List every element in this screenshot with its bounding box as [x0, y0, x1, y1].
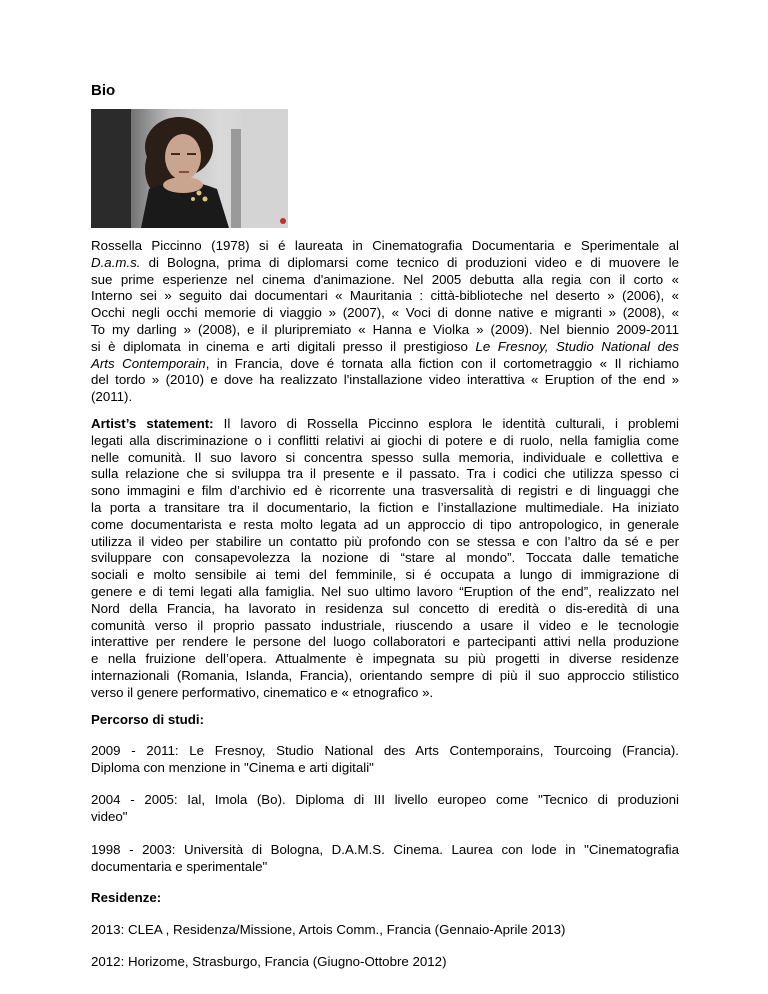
residence-entry	[91, 954, 679, 971]
statement-line: nelle comunità. Il suo lavoro si concentra spesso sulla memoria, individuale e collettiva e	[91, 449, 679, 465]
bio-line: To my darling » (2008), e il pluripremiato « Hanna e Violka » (2009). Nel biennio 2009-2011	[91, 321, 679, 337]
bio-italic: D.a.m.s.	[91, 254, 141, 270]
bio-italic: Arts Contemporain	[91, 355, 206, 371]
study-entry	[91, 743, 679, 777]
bio-line: Occhi negli occhi memorie di viaggio » (2007), « Voci di donne native e migranti » (2008), «	[91, 305, 679, 321]
statement-line: sviluppare con consapevolezza la nozione di “stare al mondo”. Toccata dalle tematiche	[91, 550, 679, 566]
statement-line: internazionali (Romania, Islanda, Francia), orientando sempre di più il suo approccio stilistico	[91, 667, 679, 683]
portrait-photo-icon	[91, 109, 288, 228]
study-line: video"	[91, 808, 128, 824]
bio-text: si è diplomata in cinema e arti digitali presso il prestigioso	[91, 338, 476, 354]
bio-line	[91, 356, 679, 373]
statement-line: sono immagini e film d’archivio ed è ricorrente una trasversalità di registri e di linguaggi che	[91, 483, 679, 499]
portrait-photo	[91, 109, 288, 228]
statement-line: e nella fruizione dell’opera. Attualmente è impegnata su più progetti in diverse residenze	[91, 651, 679, 667]
study-line: 2009 - 2011: Le Fresnoy, Studio National des Arts Contemporains, Tourcoing (Francia).	[91, 743, 679, 758]
statement-line: la porta a transitare tra il documentario, la fiction e l’installazione multimediale. Ha iniziato	[91, 499, 679, 515]
statement-line: come documentarista e resta molto legata ad un approccio di tipo antropologico, in generale	[91, 516, 679, 532]
study-line: documentaria e sperimentale"	[91, 858, 268, 874]
bio-line: del tordo » (2010) e dove ha realizzato l'installazione video interattiva « Eruption of the end »	[91, 372, 679, 388]
statement-line: verso il genere performativo, cinematico e « etnografico ».	[91, 684, 434, 700]
residence-line: 2013: CLEA , Residenza/Missione, Artois Comm., Francia (Gennaio-Aprile 2013)	[91, 922, 566, 937]
study-line: Diploma con menzione in "Cinema e arti digitali"	[91, 759, 374, 775]
study-line: 2004 - 2005: Ial, Imola (Bo). Diploma di III livello europeo come "Tecnico di produzioni	[91, 792, 679, 807]
bio-line	[91, 339, 679, 356]
bio-text: , in Francia, dove é tornata alla fiction con il cortometraggio « Il richiamo	[205, 355, 679, 371]
bio-line: Interno sei » seguito dai documentari « Mauritania : città-biblioteche nel deserto » (2006), «	[91, 288, 679, 304]
bio-italic: Le Fresnoy, Studio National des	[475, 338, 680, 354]
statement-line: comunità verso il proprio passato industriale, riuscendo a usare il video e le tecnologie	[91, 617, 679, 633]
statement-text: Il lavoro di Rossella Piccinno esplora le identità culturali, i problemi	[213, 416, 679, 431]
residence-entry	[91, 922, 679, 939]
statement-line: utilizza il video per stabilire un contatto più profondo con se stessa e con l’altro da sé e per	[91, 533, 679, 549]
bio-text: di Bologna, prima di diplomarsi come tecnico di produzioni video e di muovere le	[140, 254, 679, 270]
bio-line: sue prime esperienze nel cinema d'animazione. Nel 2005 debutta alla regia con il corto «	[91, 271, 679, 287]
page-title: Bio	[91, 82, 116, 99]
statement-line: sulla relazione che si sviluppa tra il presente e il passato. Tra i codici che utilizza spesso ci	[91, 466, 679, 482]
statement-line: genere e di temi legati alla famiglia. Nel suo ultimo lavoro “Eruption of the end”, realizzato nel	[91, 583, 679, 599]
statement-line: legati alla discriminazione o i conflitti relativi ai giochi di potere e di ruolo, nella famiglia come	[91, 432, 679, 448]
bio-paragraph	[91, 238, 679, 406]
statement-line: Nord della Francia, ha lavorato in residenza sul concetto di eredità o dis-eredità di una	[91, 600, 679, 616]
study-entry	[91, 842, 679, 876]
bio-line: (2011).	[91, 389, 133, 405]
residences-heading: Residenze:	[91, 890, 162, 905]
bio-line	[91, 255, 679, 272]
residence-line: 2012: Horizome, Strasburgo, Francia (Giugno-Ottobre 2012)	[91, 954, 447, 969]
statement-line: sociali e molto sensibile ai temi del femminile, si é occupata a lungo di immigrazione di	[91, 567, 679, 583]
bio-line: Rossella Piccinno (1978) si é laureata in Cinematografia Documentaria e Sperimentale al	[91, 238, 679, 253]
study-line: 1998 - 2003: Università di Bologna, D.A.M.S. Cinema. Laurea con lode in "Cinematografia	[91, 842, 679, 857]
statement-label: Artist’s statement:	[91, 416, 214, 431]
statement-paragraph	[91, 416, 679, 702]
studies-heading: Percorso di studi:	[91, 712, 205, 727]
statement-line	[91, 416, 679, 433]
study-entry	[91, 792, 679, 826]
statement-line: interattive per rendere le persone del luogo collaboratori e partecipanti attivi nella produzione	[91, 634, 679, 650]
